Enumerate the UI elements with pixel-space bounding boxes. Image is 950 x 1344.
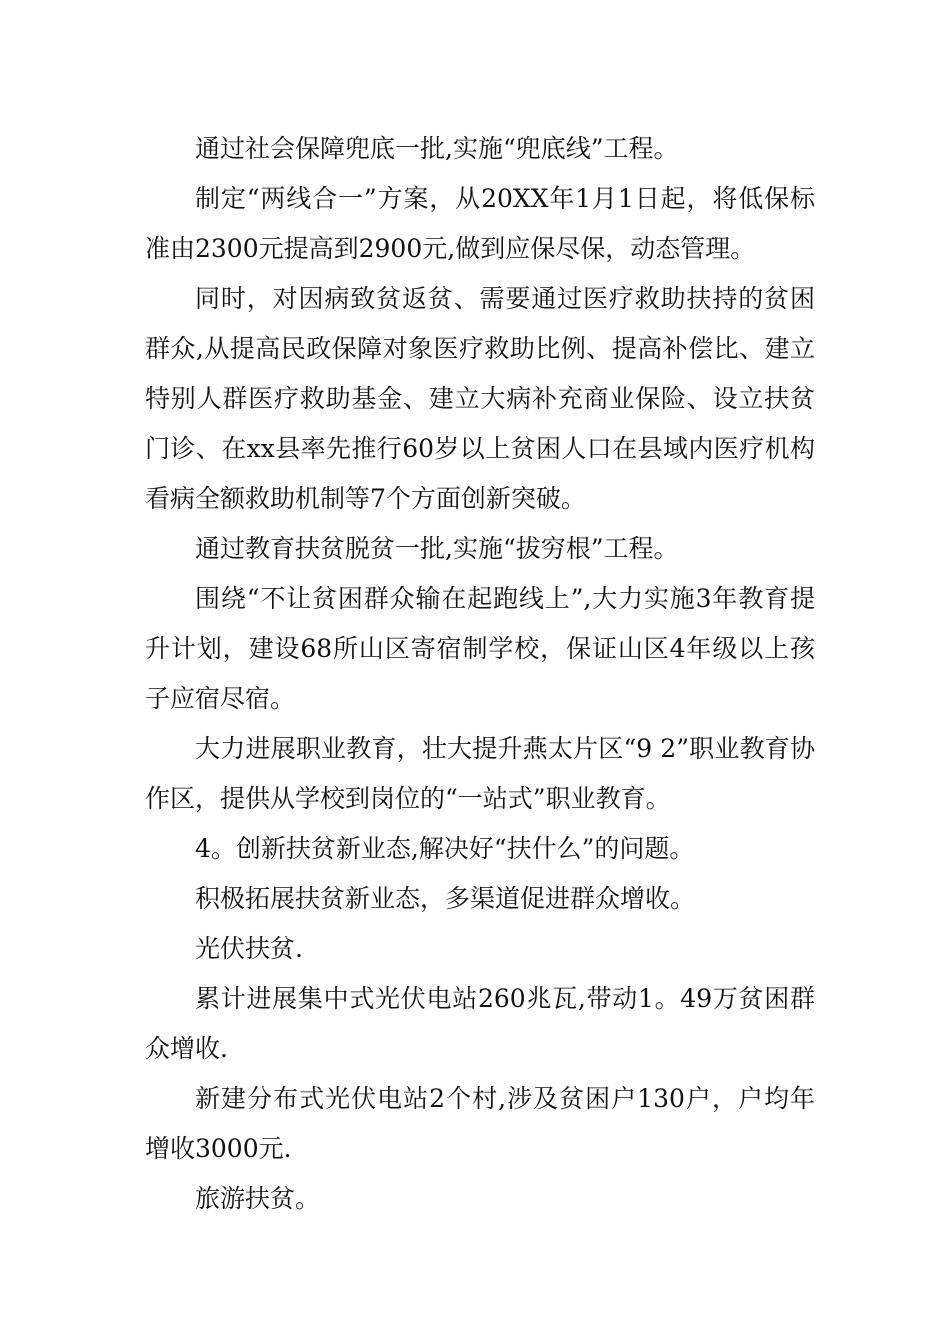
paragraph-education-plan: 围绕“不让贫困群众输在起跑线上”,大力实施3年教育提升计划，建设68所山区寄宿制学校，保证山区4年级以上孩子应宿尽宿。 [145, 584, 815, 713]
paragraph-medical-assistance: 同时，对因病致贫返贫、需要通过医疗救助扶持的贫困群众,从提高民政保障对象医疗救助比例、提高补偿比、建立特别人群医疗救助基金、建立大病补充商业保险、设立扶贫门诊、在xx县率先推行60岁以上贫困人口在县域内医疗机构看病全额救助机制等7个方面创新突破。 [145, 284, 815, 513]
paragraph-distributed-solar: 新建分布式光伏电站2个村,涉及贫困户130户，户均年增收3000元. [145, 1084, 815, 1163]
paragraph-two-lines-plan: 制定“两线合一”方案，从20XX年1月1日起，将低保标准由2300元提高到2900元,做到应保尽保，动态管理。 [145, 184, 815, 263]
paragraph-vocational-education: 大力进展职业教育，壮大提升燕太片区“9 2”职业教育协作区，提供从学校到岗位的“一站式”职业教育。 [145, 734, 815, 813]
paragraph-new-business-heading: 4。创新扶贫新业态,解决好“扶什么”的问题。 [195, 834, 695, 863]
paragraph-tourism-heading: 旅游扶贫。 [195, 1184, 321, 1213]
paragraph-solar-heading: 光伏扶贫. [195, 934, 303, 963]
paragraph-centralized-solar: 累计进展集中式光伏电站260兆瓦,带动1。49万贫困群众增收. [145, 984, 815, 1063]
paragraph-social-security-heading: 通过社会保障兜底一批,实施“兜底线”工程。 [195, 134, 679, 163]
paragraph-expand-business: 积极拓展扶贫新业态，多渠道促进群众增收。 [195, 884, 696, 913]
paragraph-education-heading: 通过教育扶贫脱贫一批,实施“拔穷根”工程。 [195, 534, 679, 563]
document-body [145, 124, 815, 1224]
